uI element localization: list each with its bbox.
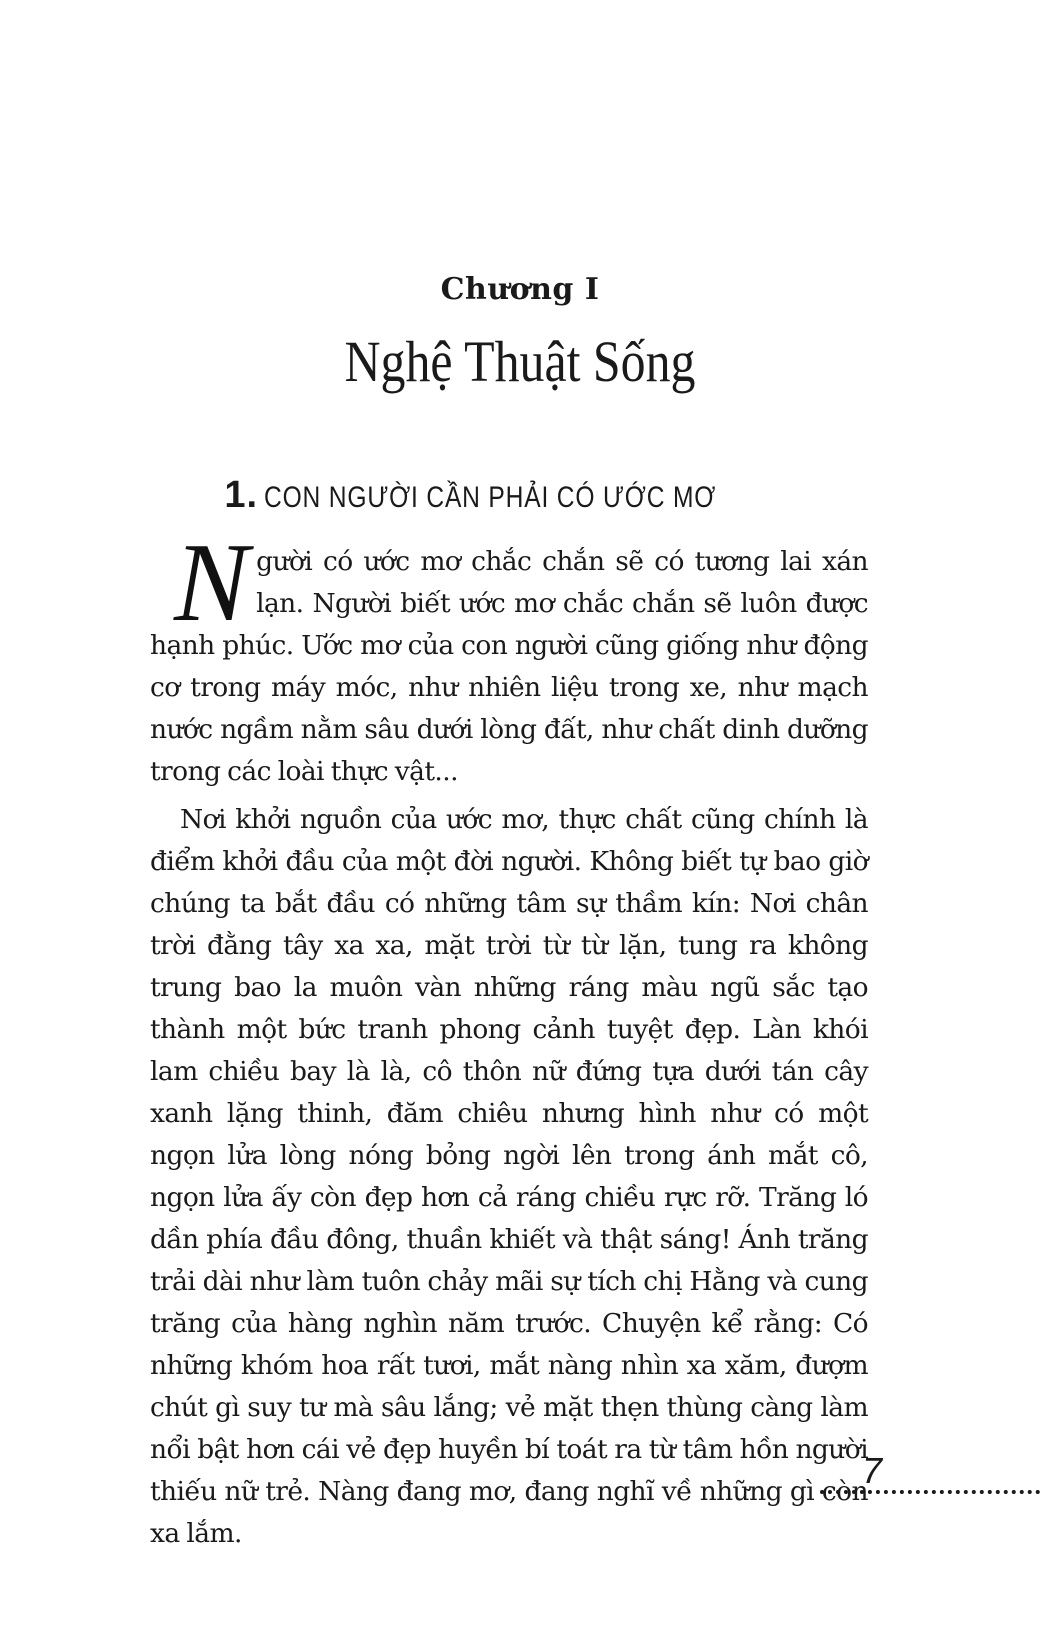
chapter-title: Nghệ Thuật Sống xyxy=(344,329,696,394)
page-number-dot-leader xyxy=(820,1490,1040,1494)
paragraph-1 xyxy=(150,521,868,793)
paragraph-2: Nơi khởi nguồn của ước mơ, thực chất cũng chính là điểm khởi đầu của một đời người. Không biết tự bao giờ chúng ta bắt đầu có những tâm sự thầm kín: Nơi chân trời đằng tây xa xa, mặt trời từ từ lặn, tung ra không trung bao la muôn vàn những ráng màu ngũ sắc tạo thành một bức tranh phong cảnh tuyệt đẹp. Làn khói lam chiều bay là là, cô thôn nữ đứng tựa dưới tán cây xanh lặng thinh, đăm chiêu nhưng hình như có một ngọn lửa lòng nóng bỏng ngời lên trong ánh mắt cô, ngọn lửa ấy còn đẹp hơn cả ráng chiều rực rỡ. Trăng ló dần phía đầu đông, thuần khiết và thật sáng! Ánh trăng trải dài như làm tuôn chảy mãi sự tích chị Hằng và cung trăng của hàng nghìn năm trước. Chuyện kể rằng: Có những khóm hoa rất tươi, mắt nàng nhìn xa xăm, đượm chút gì suy tư mà sâu lắng; vẻ mặt thẹn thùng càng làm nổi bật hơn cái vẻ đẹp huyền bí toát ra từ tâm hồn người thiếu nữ trẻ. Nàng đang mơ, đang nghĩ về những gì còn xa lắm. xyxy=(150,804,868,1549)
section-title: CON NGƯỜI CẦN PHẢI CÓ ƯỚC MƠ xyxy=(264,481,717,514)
paragraph-1-text: gười có ước mơ chắc chắn sẽ có tương lai xán lạn. Người biết ước mơ chắc chắn sẽ luôn được hạnh phúc. Ước mơ của con người cũng giống như động cơ trong máy móc, như nhiên liệu trong xe, như mạch nước ngầm nằm sâu dưới lòng đất, như chất dinh dưỡng trong các loài thực vật... xyxy=(150,546,868,787)
drop-cap: N xyxy=(174,521,249,645)
section-heading xyxy=(0,474,1040,517)
body-text xyxy=(150,521,868,1561)
page-number: 7 xyxy=(862,1450,883,1491)
chapter-label: Chương I xyxy=(440,272,600,307)
section-number: 1. xyxy=(224,474,259,516)
